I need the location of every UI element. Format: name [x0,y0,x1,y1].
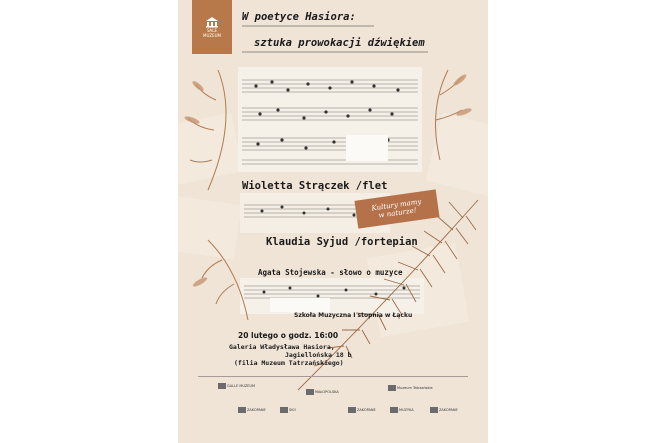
music-sheet-bottom [240,278,424,314]
sponsor-logo-strip [198,376,468,419]
sponsor-logo-label: ZAKOPANE [439,408,458,412]
sponsor-logo [430,407,458,413]
sponsor-logo-label: ZAKOPANE [247,408,266,412]
sponsor-logo-label: MAŁOPOLSKA [315,390,339,394]
campaign-stamp-text: Kultury mamy w naturze! [371,197,422,220]
sponsor-logo [390,407,414,413]
sponsor-logo-label: GALLE MUZEUM [227,384,256,388]
sponsor-logo-label: ZAKOPANE [357,408,376,412]
school-name: Szkoła Muzyczna I stopnia w Łącku [294,312,413,319]
venue-line-2: Jagiellońska 18 b [285,351,352,359]
sponsor-logo [306,389,339,395]
title-line-1: W poetyce Hasiora: [242,11,356,23]
sponsor-logo-label: SKI! [289,408,296,412]
venue-line-3: (filia Muzeum Tatrzańskiego) [234,359,344,367]
music-sheet-top [238,67,422,172]
museum-building-icon [205,16,219,28]
sponsor-logo [280,407,296,413]
performer-flute: Wioletta Strączek /flet [242,180,388,192]
sponsor-logo [348,407,376,413]
sponsor-logo-label: MUZYKA [399,408,414,412]
title-line-2: sztuka prowokacji dźwiękiem [254,37,425,49]
museum-badge-label: SALE MUZEUM [203,28,221,38]
sponsor-logo [238,407,266,413]
sponsor-logo [218,383,255,389]
spoken-word-credit: Agata Stojewska - słowo o muzyce [258,268,403,277]
event-date-time: 20 lutego o godz. 16:00 [238,331,339,340]
poster [178,0,488,443]
museum-badge [192,0,232,54]
venue-line-1: Galeria Władysława Hasiora, [229,343,335,351]
performer-piano: Klaudia Syjud /fortepian [266,236,418,248]
sponsor-logo-label: Muzeum Tatrzańskie [397,386,433,390]
sponsor-logo [388,385,433,391]
